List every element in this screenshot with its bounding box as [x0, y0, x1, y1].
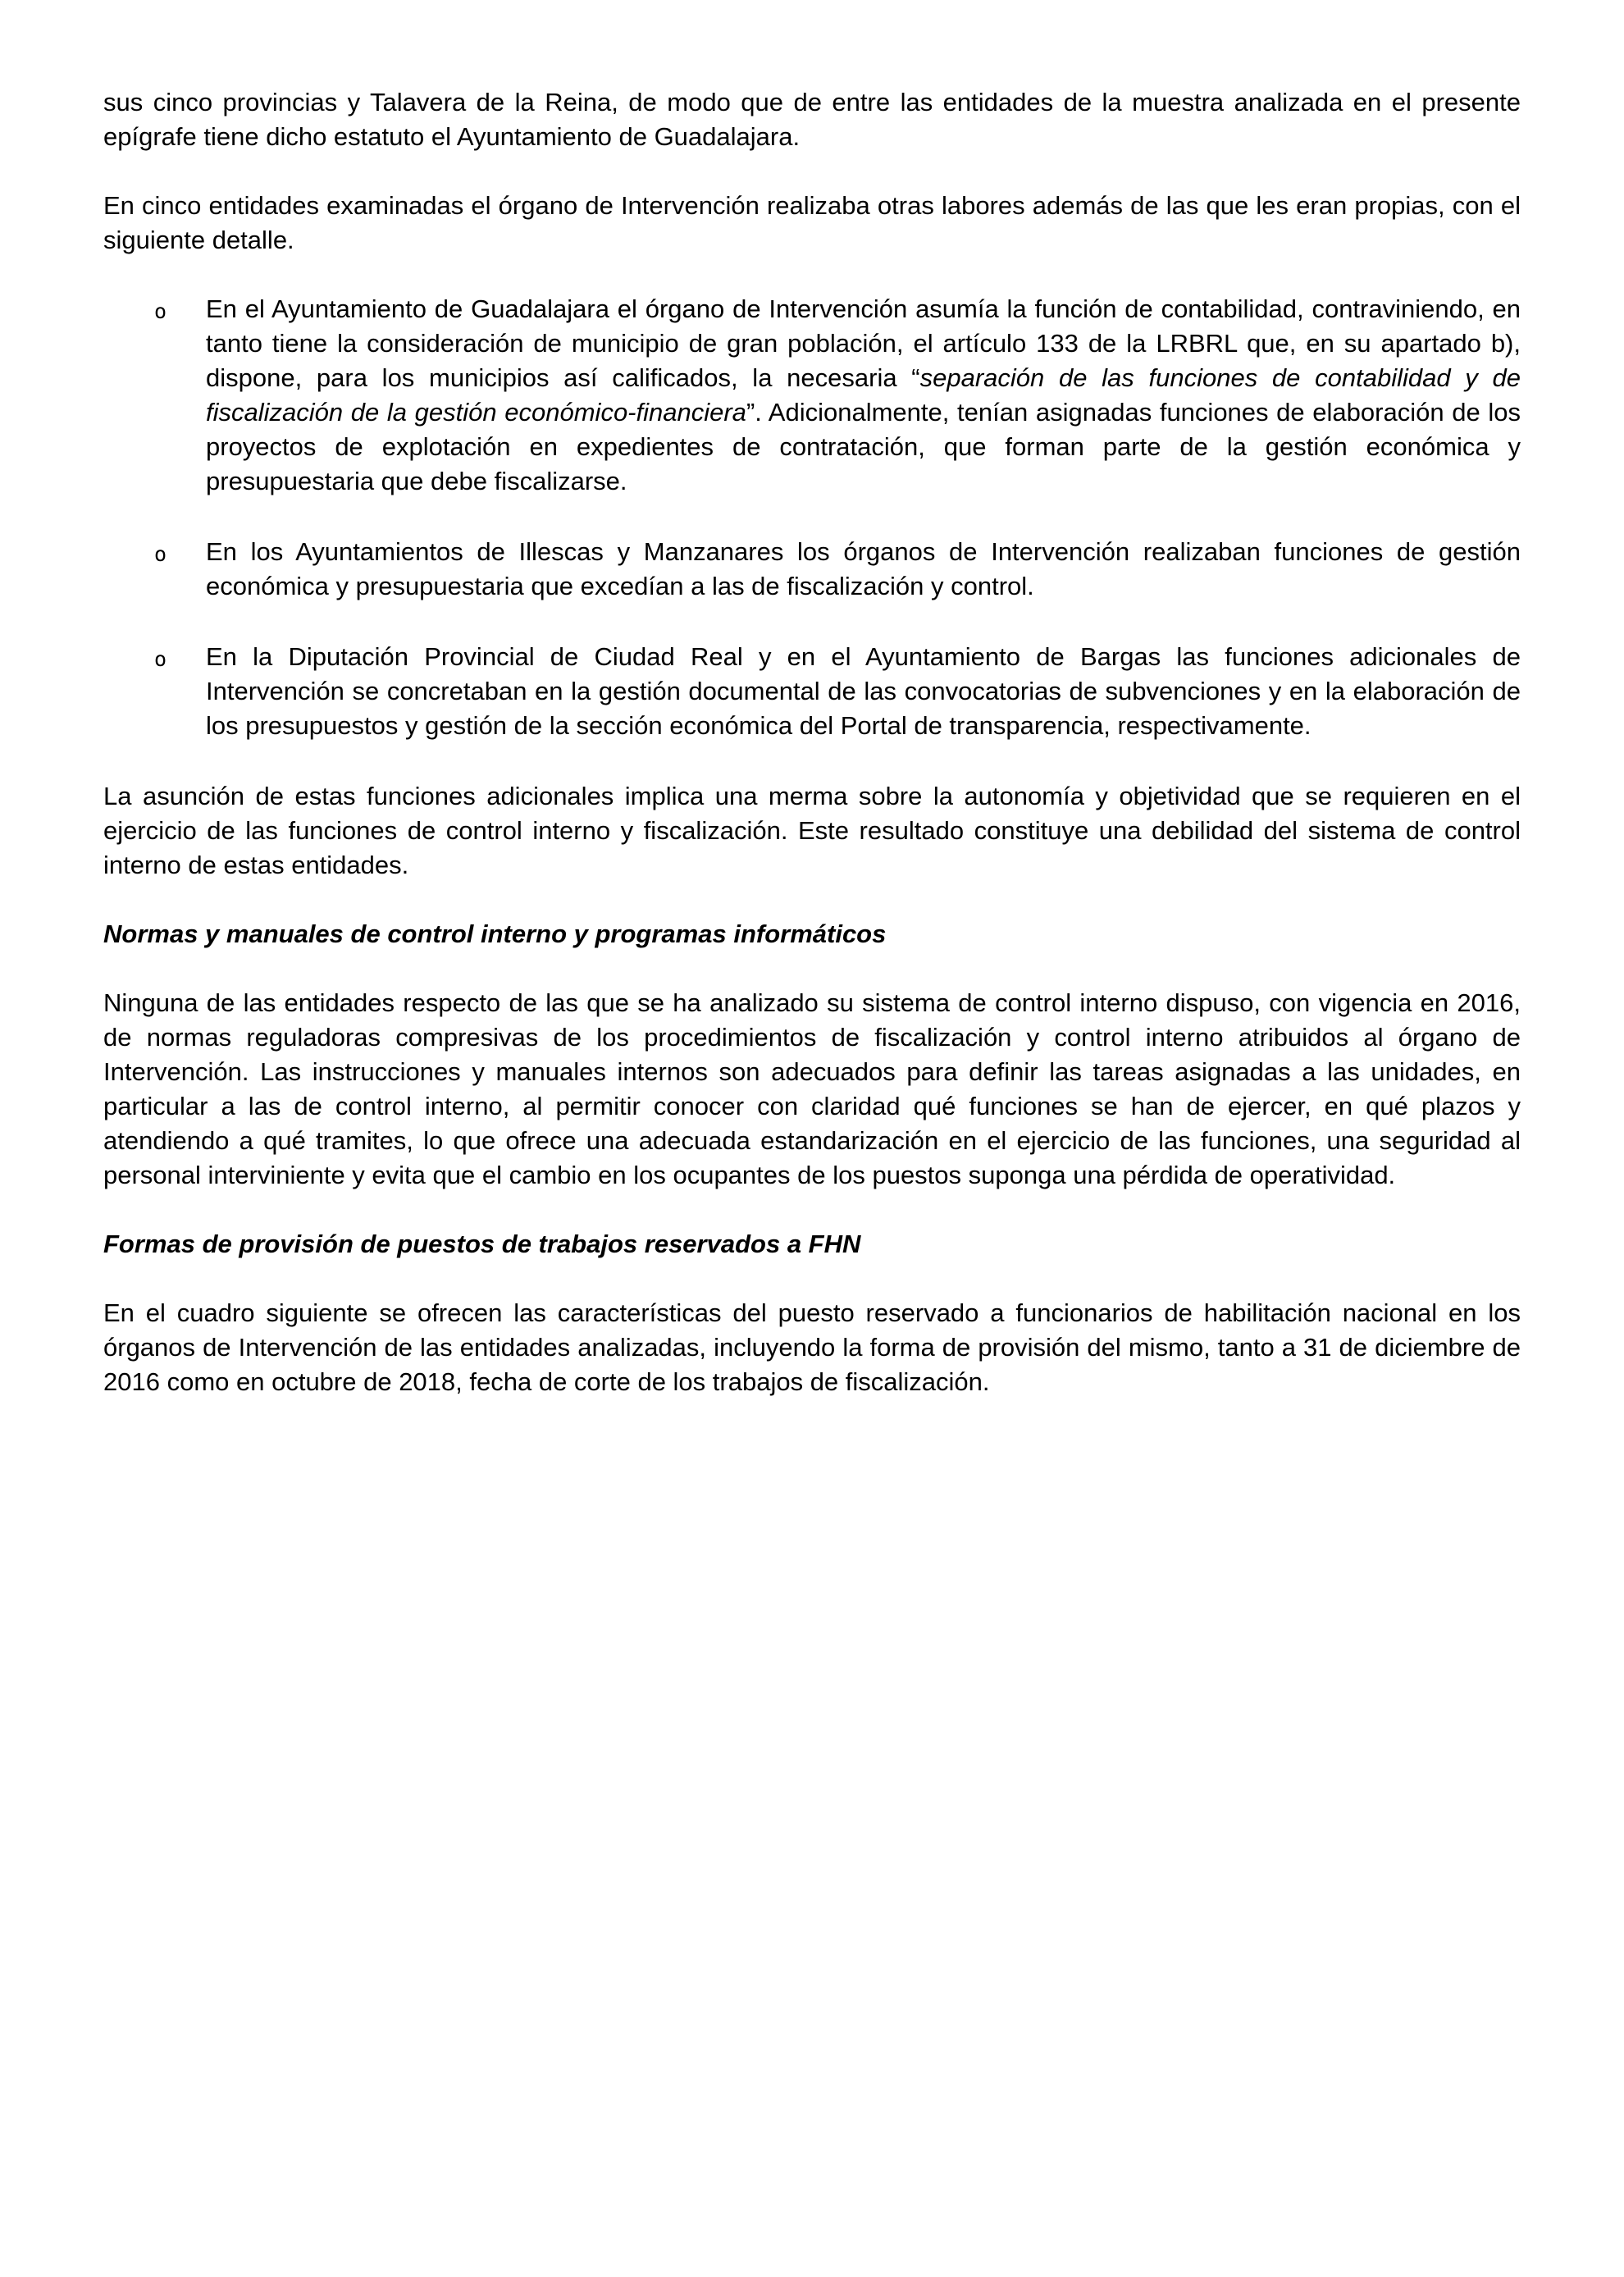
bullet-item-text: En la Diputación Provincial de Ciudad Real y en el Ayuntamiento de Bargas las funciones adicionales de Intervención se concretaban en la gestión documental de las convocatorias de subvenciones y en la elaboración de los presupuestos y gestión de la sección económica del Portal de transparencia, respectivamente. — [206, 642, 1521, 740]
bullet-marker: o — [154, 299, 167, 323]
paragraph-intro-1: sus cinco provincias y Talavera de la Reina, de modo que de entre las entidades de la muestra analizada en el presente epígrafe tiene dicho estatuto el Ayuntamiento de Guadalajara. — [103, 88, 1521, 151]
bullet-text-before-quote: En el Ayuntamiento de Guadalajara el órgano de Intervención asumía la función de contabilidad, contraviniendo, en tanto tiene la consideración de municipio de gran población, el artículo 133 de la LRBRL que, en su apartado b), dispone, para los municipios así calificados, la necesaria “ — [206, 294, 1521, 392]
bullet-item-guadalajara — [103, 292, 1521, 499]
paragraph-formas-body: En el cuadro siguiente se ofrecen las características del puesto reservado a funcionarios de habilitación nacional en los órganos de Intervención de las entidades analizadas, incluyendo la forma de provisión del mismo, tanto a 31 de diciembre de 2016 como en octubre de 2018, fecha de corte de los trabajos de fiscalización. — [103, 1298, 1521, 1396]
section-heading-normas: Normas y manuales de control interno y programas informáticos — [103, 919, 887, 948]
paragraph-intro-2: En cinco entidades examinadas el órgano de Intervención realizaba otras labores además de las que les eran propias, con el siguiente detalle. — [103, 191, 1521, 254]
bullet-text-after-quote: ”. Adicionalmente, tenían asignadas funciones de elaboración de los proyectos de explotación en expedientes de contratación, que forman parte de la gestión económica y presupuestaria que debe fiscalizarse. — [206, 398, 1521, 495]
bullet-item-ciudad-real-bargas — [103, 640, 1521, 743]
bullet-item-text: En los Ayuntamientos de Illescas y Manzanares los órganos de Intervención realizaban funciones de gestión económica y presupuestaria que excedían a las de fiscalización y control. — [206, 537, 1521, 600]
section-heading-formas: Formas de provisión de puestos de trabajos reservados a FHN — [103, 1230, 861, 1258]
bullet-text-quoted-italic: separación de las funciones de contabilidad y de fiscalización de la gestión económico-financiera — [206, 363, 1521, 427]
bullet-marker: o — [154, 647, 167, 671]
bullet-item-illescas-manzanares — [103, 535, 1521, 604]
paragraph-conclusion: La asunción de estas funciones adicionales implica una merma sobre la autonomía y objetividad que se requieren en el ejercicio de las funciones de control interno y fiscalización. Este resultado constituye una debilidad del sistema de control interno de estas entidades. — [103, 782, 1521, 879]
paragraph-normas-body: Ninguna de las entidades respecto de las que se ha analizado su sistema de control interno dispuso, con vigencia en 2016, de normas reguladoras compresivas de los procedimientos de fiscalización y control interno atribuidos al órgano de Intervención. Las instrucciones y manuales internos son adecuados para definir las tareas asignadas a las unidades, en particular a las de control interno, al permitir conocer con claridad qué funciones se han de ejercer, en qué plazos y atendiendo a qué tramites, lo que ofrece una adecuada estandarización en el ejercicio de las funciones, una seguridad al personal interviniente y evita que el cambio en los ocupantes de los puestos suponga una pérdida de operatividad. — [103, 988, 1521, 1189]
bullet-marker: o — [154, 542, 167, 566]
bullet-item-text — [206, 294, 1521, 495]
bullet-list — [103, 292, 1521, 743]
